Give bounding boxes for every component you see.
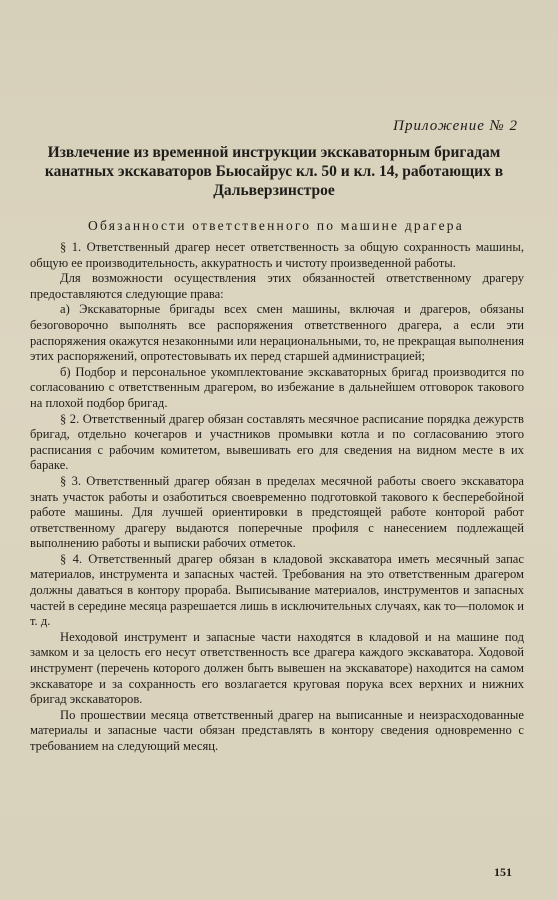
paragraph: По прошествии месяца ответственный драгер на выписанные и неизрасходованные материалы и запасные части обязан представлять в контору сведения одновременно с требованием на следующий месяц. — [30, 707, 524, 753]
document-title: Извлечение из временной инструкции экскаваторным бригадам канатных экскаваторов Бьюсайрус кл. 50 и кл. 14, работающих в Дальверзинстрое — [44, 144, 504, 199]
appendix-label: Приложение № 2 — [393, 118, 518, 134]
paragraph: Неходовой инструмент и запасные части находятся в кладовой и на машине под замком и за целость его несут ответственность все драгера каждого экскаватора. Ходовой инструмент (перечень которого должен быть вывешен на экскаваторе) находится на самом экскаваторе и за сохранность его возлагается круговая порука всех верхних и нижних бригад экскаваторов. — [30, 629, 524, 707]
paragraph: § 3. Ответственный драгер обязан в пределах месячной работы своего экскаватора знать участок работы и озаботиться своевременно подготовкой такового к бесперебойной работе машины. Для лучшей ориентировки в предстоящей работе конторой работ ответственному драгеру выдаются поперечные профиля с нанесением подлежащей выполнению работы и выписки рабочих отметок. — [30, 473, 524, 551]
paragraph: § 1. Ответственный драгер несет ответственность за общую сохранность машины, общую ее производительность, аккуратность и чистоту произведенной работы. — [30, 240, 524, 270]
section-heading: Обязанности ответственного по машине драгера — [88, 218, 464, 233]
paragraph: Для возможности осуществления этих обязанностей ответственному драгеру предоставляются следующие права: — [30, 271, 524, 301]
paragraph: § 2. Ответственный драгер обязан составлять месячное расписание порядка дежурств бригад, отдельно кочегаров и участников промывки котла и по согласованию этого расписания с рабочим комитетом, вывешивать его для сведения на видном месте в их бараке. — [30, 411, 524, 473]
paragraph: а) Экскаваторные бригады всех смен машины, включая и драгеров, обязаны безоговорочно выполнять все распоряжения ответственного драгера, а если эти распоряжения окажутся незаконными или нерациональными, то, не прекращая выполнения этих распоряжений, опротестовывать их перед старшей администрацией; — [30, 302, 524, 364]
paragraph: б) Подбор и персональное укомплектование экскаваторных бригад производится по согласованию с ответственным драгером, во избежание в дальнейшем отговорок такового на плохой подбор бригад. — [30, 364, 524, 410]
page-number: 151 — [494, 865, 512, 879]
body-text — [30, 240, 524, 755]
paragraph: § 4. Ответственный драгер обязан в кладовой экскаватора иметь месячный запас материалов, инструмента и запасных частей. Требования на это ответственным драгером должны даваться в контору прораба. Выписывание материалов, инструментов и запасных частей в середине месяца разрешается лишь в исключительных случаях, как то—поломок и т. д. — [30, 551, 525, 629]
